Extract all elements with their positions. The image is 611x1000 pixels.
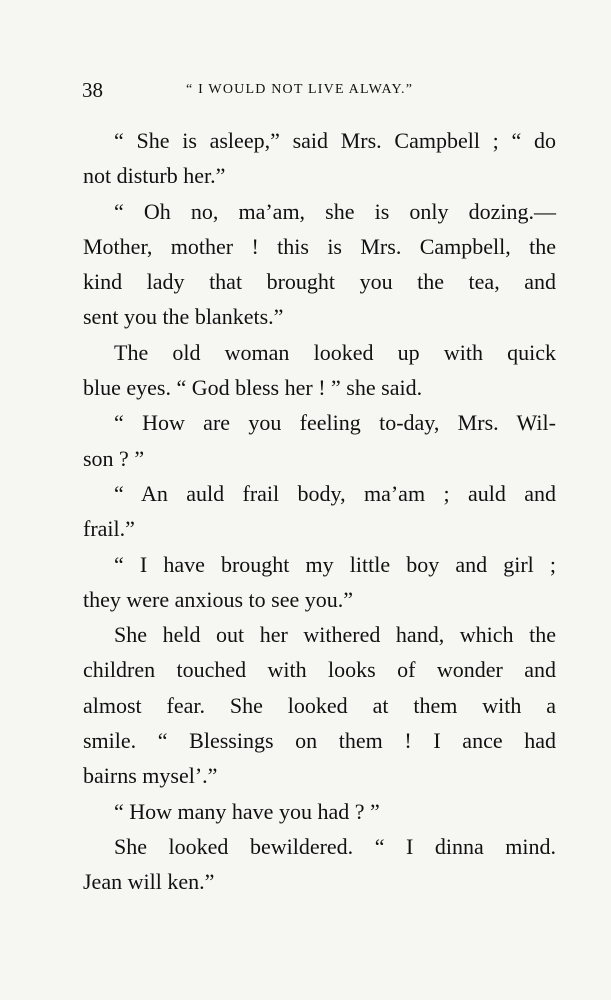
page-number: 38	[82, 78, 103, 102]
text-line: “ She is asleep,” said Mrs. Campbell ; “ do	[114, 128, 556, 153]
text-line: “ How many have you had ? ”	[114, 798, 380, 824]
text-line: “ An auld frail body, ma’am ; auld and	[114, 480, 556, 506]
text-line: She looked bewildered. “ I dinna mind.	[114, 833, 556, 859]
text-line: Mother, mother ! this is Mrs. Campbell, the	[83, 233, 556, 259]
text-line: not disturb her.”	[83, 163, 226, 189]
running-head: “ I WOULD NOT LIVE ALWAY.”	[186, 82, 414, 97]
body-text	[83, 123, 556, 900]
text-line: smile. “ Blessings on them ! I ance had	[83, 728, 556, 754]
text-line: Jean will ken.”	[83, 869, 215, 895]
text-line: She held out her withered hand, which the	[114, 622, 556, 648]
text-line: “ Oh no, ma’am, she is only dozing.—	[114, 198, 556, 224]
text-line: bairns mysel’.”	[83, 763, 218, 789]
text-line: “ I have brought my little boy and girl ;	[114, 551, 556, 577]
text-line: they were anxious to see you.”	[83, 586, 354, 612]
text-line: The old woman looked up with quick	[114, 339, 556, 365]
page-header	[82, 78, 557, 108]
text-line: frail.”	[83, 516, 135, 542]
text-line: son ? ”	[83, 445, 145, 471]
text-line: kind lady that brought you the tea, and	[83, 269, 556, 295]
text-line: almost fear. She looked at them with a	[83, 692, 556, 718]
text-line: children touched with looks of wonder and	[83, 657, 556, 683]
text-line: sent you the blankets.”	[83, 304, 284, 330]
text-line: “ How are you feeling to-day, Mrs. Wil-	[114, 410, 556, 436]
text-line: blue eyes. “ God bless her ! ” she said.	[83, 375, 423, 401]
